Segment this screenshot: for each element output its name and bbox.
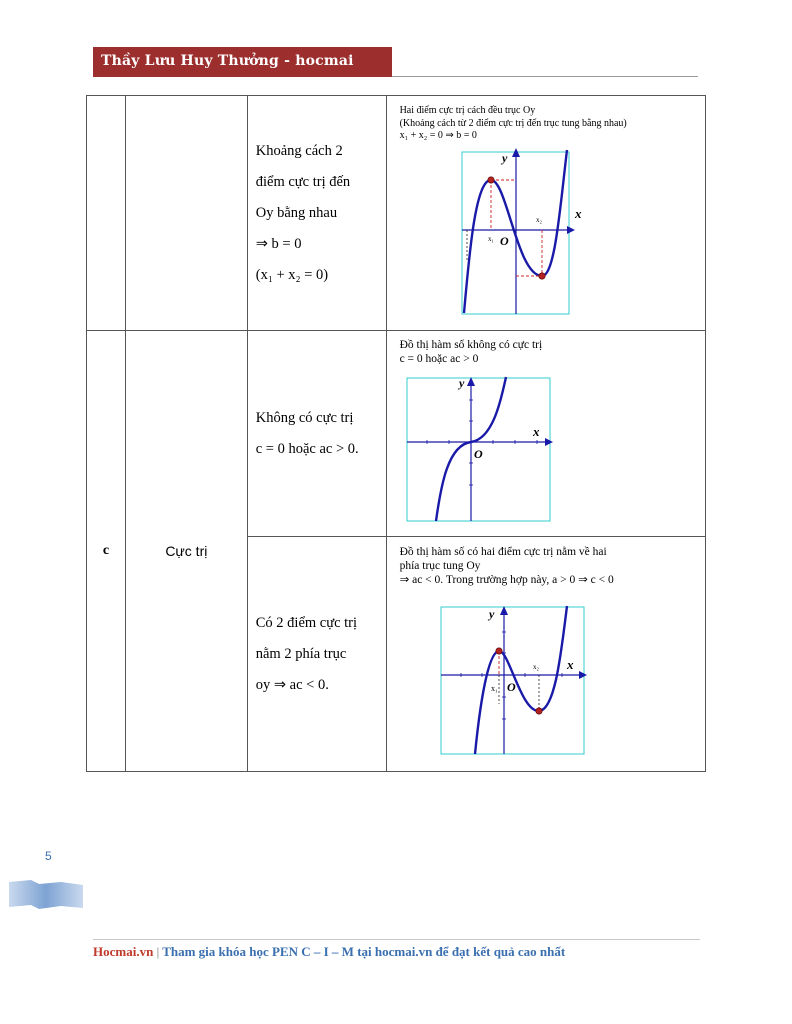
cubic-curve bbox=[475, 606, 567, 754]
desc-line: điểm cực trị đến bbox=[255, 173, 351, 190]
x-axis-arrow bbox=[567, 226, 575, 234]
y-label: y bbox=[458, 376, 464, 390]
note-line: Đồ thị hàm số có hai điểm cực trị nằm về hai bbox=[399, 546, 607, 558]
x-label: x bbox=[574, 206, 582, 221]
x-label: x bbox=[532, 424, 540, 439]
description bbox=[248, 403, 386, 465]
header-band bbox=[93, 47, 392, 76]
desc-line: Oy bằng nhau bbox=[255, 204, 338, 221]
desc-line: Có 2 điểm cực trị bbox=[255, 614, 358, 631]
min-point bbox=[535, 708, 541, 714]
x1-label: x₁ bbox=[487, 235, 494, 243]
label-cell bbox=[87, 96, 126, 331]
description bbox=[248, 608, 386, 701]
note-line: phía trục tung Oy bbox=[399, 560, 481, 572]
footer bbox=[93, 944, 565, 960]
desc-line: c = 0 hoặc ac > 0. bbox=[255, 440, 359, 457]
note-line: x₁ + x₂ = 0 ⇒ b = 0 bbox=[399, 130, 477, 141]
footer-rule bbox=[93, 939, 700, 940]
content-table bbox=[86, 95, 706, 772]
footer-separator: | bbox=[156, 944, 160, 959]
category-cell bbox=[125, 96, 247, 331]
y-label: y bbox=[488, 607, 494, 621]
graph-no-extrema bbox=[403, 375, 563, 525]
y-label: y bbox=[501, 151, 507, 165]
table-row bbox=[87, 96, 706, 331]
x-axis-arrow bbox=[545, 438, 553, 446]
note-line: ⇒ ac < 0. Trong trường hợp này, a > 0 ⇒ c < 0 bbox=[399, 574, 614, 586]
note-line: (Khoảng cách từ 2 điểm cực trị đến trục tung bằng nhau) bbox=[399, 117, 627, 129]
origin-label: O bbox=[499, 234, 509, 248]
row-category: Cực trị bbox=[165, 543, 208, 559]
graph-cell bbox=[386, 537, 705, 772]
desc-line: oy ⇒ ac < 0. bbox=[255, 676, 329, 693]
graph-note bbox=[400, 545, 701, 587]
desc-line: Không có cực trị bbox=[255, 409, 354, 426]
description-cell bbox=[247, 96, 386, 331]
category-cell bbox=[125, 331, 247, 772]
max-point bbox=[495, 648, 501, 654]
description-cell bbox=[247, 537, 386, 772]
label-cell bbox=[87, 331, 126, 772]
footer-text: Tham gia khóa học PEN C – I – M tại hocmai.vn để đạt kết quả cao nhất bbox=[162, 944, 566, 959]
desc-line: (x₁ + x₂ = 0) bbox=[255, 266, 329, 283]
header-rule bbox=[392, 76, 698, 77]
header-underline bbox=[93, 76, 392, 77]
row-label: c bbox=[102, 543, 110, 558]
header-title: Thầy Lưu Huy Thưởng - hocmai bbox=[101, 53, 354, 69]
x2-label: x₂ bbox=[532, 663, 539, 671]
description-cell bbox=[247, 331, 386, 537]
x-axis-arrow bbox=[579, 671, 587, 679]
table-row bbox=[87, 331, 706, 537]
graph-cell bbox=[386, 331, 705, 537]
desc-line: ⇒ b = 0 bbox=[255, 235, 302, 252]
note-line: Hai điểm cực trị cách đều trục Oy bbox=[399, 105, 536, 116]
desc-line: nằm 2 phía trục bbox=[255, 645, 347, 662]
x1-label: x₁ bbox=[490, 684, 498, 693]
graph-symmetric-extrema bbox=[457, 148, 657, 318]
graph-note bbox=[400, 105, 701, 143]
description bbox=[248, 136, 386, 291]
origin-label: O bbox=[506, 680, 516, 694]
max-point bbox=[487, 177, 493, 183]
desc-line: Khoảng cách 2 bbox=[255, 142, 343, 159]
graph-cell bbox=[386, 96, 705, 331]
graph-opposite-extrema bbox=[437, 604, 597, 756]
origin-label: O bbox=[473, 447, 483, 461]
ribbon-icon bbox=[9, 878, 83, 912]
x-label: x bbox=[566, 657, 574, 672]
x2-label: x₂ bbox=[535, 216, 542, 224]
page-number: 5 bbox=[45, 849, 52, 863]
graph-note bbox=[400, 338, 701, 366]
min-point bbox=[538, 273, 544, 279]
footer-brand-link[interactable]: Hocmai.vn bbox=[93, 944, 154, 959]
note-line: c = 0 hoặc ac > 0 bbox=[399, 353, 479, 365]
note-line: Đồ thị hàm số không có cực trị bbox=[399, 339, 543, 351]
